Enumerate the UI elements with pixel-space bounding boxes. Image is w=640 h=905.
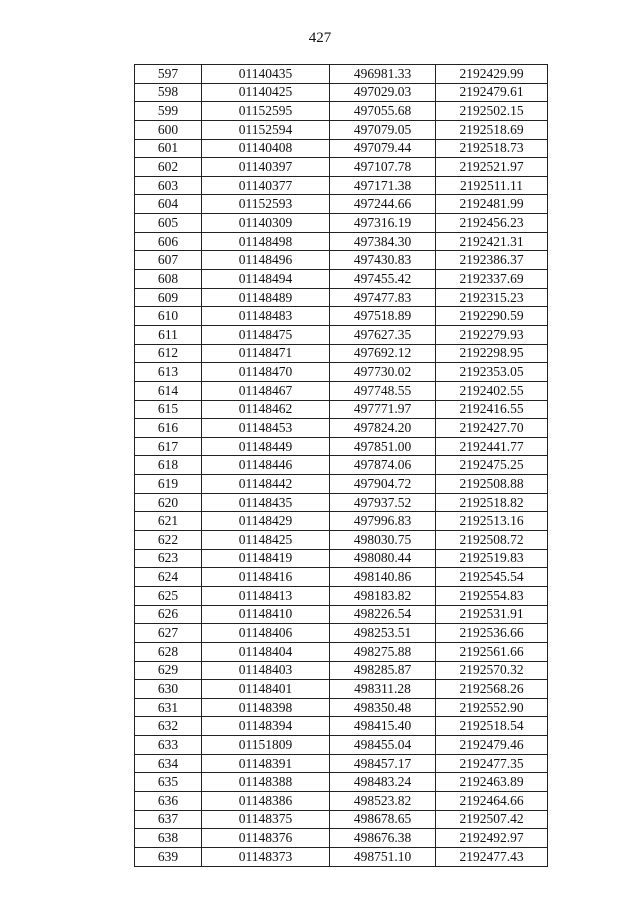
code-cell: 01148446 [202,456,330,475]
code-cell: 01148394 [202,717,330,736]
point-number-cell: 638 [135,829,202,848]
x-coordinate-cell: 498226.54 [330,605,436,624]
y-coordinate-cell: 2192552.90 [436,698,548,717]
table-row [135,251,548,270]
code-cell: 01148416 [202,568,330,587]
y-coordinate-cell: 2192337.69 [436,270,548,289]
table-row [135,232,548,251]
x-coordinate-cell: 498080.44 [330,549,436,568]
code-cell: 01140377 [202,176,330,195]
point-number-cell: 604 [135,195,202,214]
point-number-cell: 609 [135,288,202,307]
code-cell: 01148462 [202,400,330,419]
point-number-cell: 607 [135,251,202,270]
table-row [135,736,548,755]
x-coordinate-cell: 497430.83 [330,251,436,270]
table-row [135,586,548,605]
x-coordinate-cell: 498030.75 [330,531,436,550]
x-coordinate-cell: 497316.19 [330,214,436,233]
x-coordinate-cell: 498183.82 [330,586,436,605]
point-number-cell: 628 [135,642,202,661]
y-coordinate-cell: 2192477.35 [436,754,548,773]
y-coordinate-cell: 2192561.66 [436,642,548,661]
table-row [135,475,548,494]
code-cell: 01148391 [202,754,330,773]
y-coordinate-cell: 2192429.99 [436,65,548,84]
point-number-cell: 634 [135,754,202,773]
point-number-cell: 612 [135,344,202,363]
y-coordinate-cell: 2192518.69 [436,120,548,139]
x-coordinate-cell: 497851.00 [330,437,436,456]
y-coordinate-cell: 2192507.42 [436,810,548,829]
table-row [135,773,548,792]
code-cell: 01148494 [202,270,330,289]
point-number-cell: 602 [135,158,202,177]
y-coordinate-cell: 2192298.95 [436,344,548,363]
x-coordinate-cell: 497730.02 [330,363,436,382]
code-cell: 01148376 [202,829,330,848]
point-number-cell: 620 [135,493,202,512]
point-number-cell: 615 [135,400,202,419]
code-cell: 01148425 [202,531,330,550]
code-cell: 01148496 [202,251,330,270]
point-number-cell: 637 [135,810,202,829]
point-number-cell: 603 [135,176,202,195]
code-cell: 01148471 [202,344,330,363]
x-coordinate-cell: 497874.06 [330,456,436,475]
code-cell: 01148489 [202,288,330,307]
point-number-cell: 631 [135,698,202,717]
y-coordinate-cell: 2192481.99 [436,195,548,214]
x-coordinate-cell: 498311.28 [330,680,436,699]
x-coordinate-cell: 498457.17 [330,754,436,773]
code-cell: 01148403 [202,661,330,680]
point-number-cell: 598 [135,83,202,102]
point-number-cell: 633 [135,736,202,755]
code-cell: 01148498 [202,232,330,251]
x-coordinate-cell: 497904.72 [330,475,436,494]
table-row [135,549,548,568]
code-cell: 01148470 [202,363,330,382]
x-coordinate-cell: 498455.04 [330,736,436,755]
point-number-cell: 600 [135,120,202,139]
y-coordinate-cell: 2192386.37 [436,251,548,270]
y-coordinate-cell: 2192402.55 [436,381,548,400]
y-coordinate-cell: 2192518.82 [436,493,548,512]
x-coordinate-cell: 498140.86 [330,568,436,587]
y-coordinate-cell: 2192479.46 [436,736,548,755]
y-coordinate-cell: 2192456.23 [436,214,548,233]
table-row [135,400,548,419]
code-cell: 01148435 [202,493,330,512]
code-cell: 01148406 [202,624,330,643]
table-row [135,139,548,158]
table-row [135,568,548,587]
y-coordinate-cell: 2192441.77 [436,437,548,456]
y-coordinate-cell: 2192353.05 [436,363,548,382]
y-coordinate-cell: 2192279.93 [436,325,548,344]
table-row [135,419,548,438]
point-number-cell: 622 [135,531,202,550]
point-number-cell: 610 [135,307,202,326]
code-cell: 01140408 [202,139,330,158]
point-number-cell: 613 [135,363,202,382]
point-number-cell: 616 [135,419,202,438]
table-row [135,456,548,475]
y-coordinate-cell: 2192477.43 [436,847,548,866]
y-coordinate-cell: 2192568.26 [436,680,548,699]
table-row [135,325,548,344]
code-cell: 01140435 [202,65,330,84]
x-coordinate-cell: 498751.10 [330,847,436,866]
coordinates-table-body [135,65,548,867]
x-coordinate-cell: 498285.87 [330,661,436,680]
x-coordinate-cell: 498350.48 [330,698,436,717]
y-coordinate-cell: 2192427.70 [436,419,548,438]
point-number-cell: 629 [135,661,202,680]
y-coordinate-cell: 2192513.16 [436,512,548,531]
code-cell: 01148483 [202,307,330,326]
table-row [135,642,548,661]
x-coordinate-cell: 497171.38 [330,176,436,195]
table-row [135,605,548,624]
table-row [135,176,548,195]
x-coordinate-cell: 498275.88 [330,642,436,661]
point-number-cell: 611 [135,325,202,344]
point-number-cell: 605 [135,214,202,233]
table-row [135,65,548,84]
point-number-cell: 632 [135,717,202,736]
code-cell: 01148429 [202,512,330,531]
point-number-cell: 608 [135,270,202,289]
y-coordinate-cell: 2192502.15 [436,102,548,121]
table-row [135,512,548,531]
point-number-cell: 635 [135,773,202,792]
y-coordinate-cell: 2192315.23 [436,288,548,307]
code-cell: 01152593 [202,195,330,214]
table-row [135,120,548,139]
y-coordinate-cell: 2192521.97 [436,158,548,177]
table-row [135,437,548,456]
code-cell: 01140397 [202,158,330,177]
x-coordinate-cell: 497771.97 [330,400,436,419]
code-cell: 01148373 [202,847,330,866]
x-coordinate-cell: 497055.68 [330,102,436,121]
table-row [135,270,548,289]
y-coordinate-cell: 2192536.66 [436,624,548,643]
point-number-cell: 601 [135,139,202,158]
code-cell: 01151809 [202,736,330,755]
code-cell: 01152595 [202,102,330,121]
y-coordinate-cell: 2192463.89 [436,773,548,792]
y-coordinate-cell: 2192531.91 [436,605,548,624]
table-row [135,680,548,699]
point-number-cell: 626 [135,605,202,624]
x-coordinate-cell: 497477.83 [330,288,436,307]
code-cell: 01148375 [202,810,330,829]
code-cell: 01148467 [202,381,330,400]
y-coordinate-cell: 2192519.83 [436,549,548,568]
table-row [135,214,548,233]
code-cell: 01148453 [202,419,330,438]
x-coordinate-cell: 497824.20 [330,419,436,438]
y-coordinate-cell: 2192479.61 [436,83,548,102]
point-number-cell: 606 [135,232,202,251]
point-number-cell: 636 [135,791,202,810]
table-row [135,531,548,550]
x-coordinate-cell: 497455.42 [330,270,436,289]
x-coordinate-cell: 497384.30 [330,232,436,251]
table-row [135,158,548,177]
y-coordinate-cell: 2192518.73 [436,139,548,158]
y-coordinate-cell: 2192554.83 [436,586,548,605]
table-row [135,381,548,400]
y-coordinate-cell: 2192508.88 [436,475,548,494]
y-coordinate-cell: 2192570.32 [436,661,548,680]
point-number-cell: 627 [135,624,202,643]
x-coordinate-cell: 497518.89 [330,307,436,326]
table-row [135,195,548,214]
x-coordinate-cell: 497244.66 [330,195,436,214]
code-cell: 01152594 [202,120,330,139]
point-number-cell: 619 [135,475,202,494]
table-row [135,83,548,102]
table-row [135,791,548,810]
code-cell: 01148398 [202,698,330,717]
code-cell: 01140309 [202,214,330,233]
table-row [135,847,548,866]
x-coordinate-cell: 497692.12 [330,344,436,363]
code-cell: 01140425 [202,83,330,102]
code-cell: 01148410 [202,605,330,624]
point-number-cell: 617 [135,437,202,456]
x-coordinate-cell: 498678.65 [330,810,436,829]
point-number-cell: 625 [135,586,202,605]
code-cell: 01148449 [202,437,330,456]
code-cell: 01148386 [202,791,330,810]
code-cell: 01148404 [202,642,330,661]
code-cell: 01148388 [202,773,330,792]
code-cell: 01148442 [202,475,330,494]
x-coordinate-cell: 496981.33 [330,65,436,84]
table-row [135,307,548,326]
y-coordinate-cell: 2192511.11 [436,176,548,195]
table-row [135,288,548,307]
x-coordinate-cell: 497107.78 [330,158,436,177]
x-coordinate-cell: 497748.55 [330,381,436,400]
table-row [135,754,548,773]
table-row [135,661,548,680]
x-coordinate-cell: 497627.35 [330,325,436,344]
x-coordinate-cell: 498523.82 [330,791,436,810]
table-row [135,810,548,829]
x-coordinate-cell: 497996.83 [330,512,436,531]
table-row [135,102,548,121]
point-number-cell: 614 [135,381,202,400]
table-row [135,363,548,382]
y-coordinate-cell: 2192290.59 [436,307,548,326]
point-number-cell: 621 [135,512,202,531]
y-coordinate-cell: 2192421.31 [436,232,548,251]
y-coordinate-cell: 2192464.66 [436,791,548,810]
table-row [135,624,548,643]
point-number-cell: 624 [135,568,202,587]
point-number-cell: 639 [135,847,202,866]
x-coordinate-cell: 498483.24 [330,773,436,792]
x-coordinate-cell: 497029.03 [330,83,436,102]
coordinates-table [134,64,548,867]
page-number: 427 [308,30,332,46]
point-number-cell: 623 [135,549,202,568]
code-cell: 01148419 [202,549,330,568]
y-coordinate-cell: 2192508.72 [436,531,548,550]
table-row [135,717,548,736]
y-coordinate-cell: 2192518.54 [436,717,548,736]
x-coordinate-cell: 498415.40 [330,717,436,736]
x-coordinate-cell: 497079.44 [330,139,436,158]
point-number-cell: 599 [135,102,202,121]
x-coordinate-cell: 498253.51 [330,624,436,643]
table-row [135,344,548,363]
table-row [135,829,548,848]
y-coordinate-cell: 2192492.97 [436,829,548,848]
point-number-cell: 618 [135,456,202,475]
code-cell: 01148475 [202,325,330,344]
point-number-cell: 630 [135,680,202,699]
y-coordinate-cell: 2192416.55 [436,400,548,419]
x-coordinate-cell: 497079.05 [330,120,436,139]
code-cell: 01148413 [202,586,330,605]
x-coordinate-cell: 497937.52 [330,493,436,512]
point-number-cell: 597 [135,65,202,84]
y-coordinate-cell: 2192475.25 [436,456,548,475]
code-cell: 01148401 [202,680,330,699]
table-row [135,493,548,512]
x-coordinate-cell: 498676.38 [330,829,436,848]
table-row [135,698,548,717]
y-coordinate-cell: 2192545.54 [436,568,548,587]
